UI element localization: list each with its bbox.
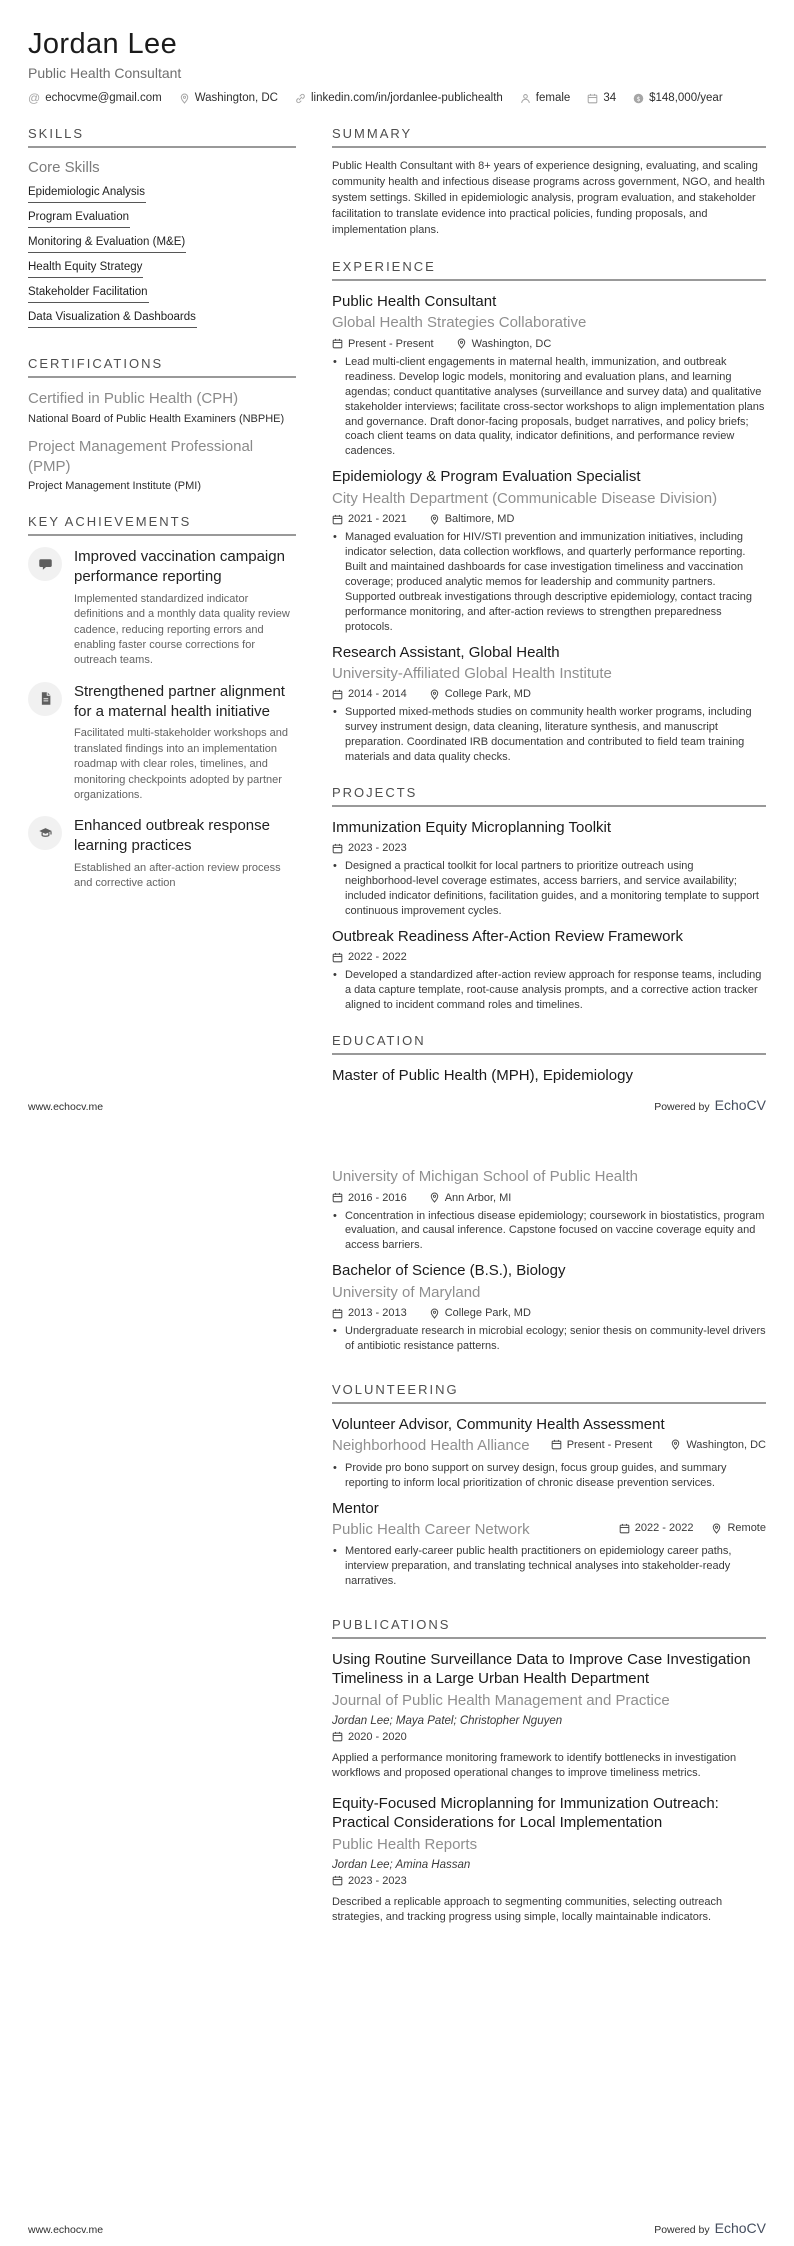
summary-section: [332, 126, 766, 239]
experience-section: [332, 259, 766, 765]
education-meta: [332, 1307, 766, 1319]
location-icon: [179, 93, 190, 104]
main-column: [332, 126, 766, 1105]
company-name: City Health Department (Communicable Disease Division): [332, 489, 718, 507]
project-bullet: • Developed a standardized after-action review approach for response teams, including a data capture template, root-cause analysis prompts, and a corrective action tracker aligned to incident command roles and timelines.: [332, 968, 766, 1013]
calendar-icon: [332, 843, 343, 854]
date-text: 2023 - 2023: [348, 842, 407, 855]
publication-title: Equity-Focused Microplanning for Immunization Outreach: Practical Considerations for Local Implementation: [332, 1794, 719, 1831]
skill-tag: Monitoring & Evaluation (M&E): [28, 236, 186, 253]
school-name: University of Michigan School of Public Health: [332, 1168, 638, 1185]
education-entry: [332, 1167, 766, 1253]
graduation-cap-icon: [28, 816, 62, 850]
publication-title: Using Routine Surveillance Data to Improve Case Investigation Timeliness in a Large Urban Health Department: [332, 1651, 751, 1688]
summary-heading: SUMMARY: [332, 126, 766, 148]
achievement-item: [28, 816, 296, 891]
experience-entry: [332, 643, 766, 766]
volunteer-bullet: • Provide pro bono support on survey design, focus group guides, and summary reporting to inform local prioritization of chronic disease prevention services.: [332, 1461, 766, 1491]
date-text: Present - Present: [566, 1438, 653, 1451]
education-entry: [332, 1261, 766, 1354]
job-bullet: • Supported mixed-methods studies on community health worker programs, including survey instrument design, data cleaning, literature synthesis, and manuscript preparation. Coordinated IRB documentation and contributed to field team training materials and data quality checks.: [332, 705, 766, 765]
location-icon: [456, 338, 467, 349]
date-text: 2023 - 2023: [348, 1874, 407, 1887]
date-text: 2020 - 2020: [348, 1730, 407, 1743]
skills-group-label: Core Skills: [28, 159, 100, 177]
achievement-text: Facilitated multi-stakeholder workshops and translated findings into an implementation roadmap with clear roles, timelines, and monitoring checkpoints adopted by partner organizations.: [74, 727, 288, 801]
publications-heading: PUBLICATIONS: [332, 1617, 766, 1639]
publication-authors: Jordan Lee; Maya Patel; Christopher Nguyen: [332, 1714, 563, 1727]
publications-section: [332, 1617, 766, 1925]
date-text: 2013 - 2013: [348, 1307, 407, 1320]
calendar-icon: [332, 689, 343, 700]
degree-title: Bachelor of Science (B.S.), Biology: [332, 1262, 566, 1280]
resume-page-2: [0, 1123, 794, 2246]
date-text: Present - Present: [348, 337, 434, 350]
gender-text: female: [535, 92, 571, 105]
projects-heading: PROJECTS: [332, 785, 766, 807]
job-location: [429, 513, 515, 525]
project-bullet: • Designed a practical toolkit for local partners to prioritize outreach using neighborhood-level coverage estimates, access barriers, and service availability; included indicator definitions, facilitation guides, and a monitoring template to support continuous improvement cycles.: [332, 859, 766, 919]
contact-email[interactable]: [28, 92, 162, 104]
sidebar: [28, 126, 296, 1105]
org-name: Public Health Career Network: [332, 1520, 530, 1538]
publication-meta: [332, 1731, 766, 1743]
volunteer-meta: [551, 1439, 766, 1451]
job-title: Epidemiology & Program Evaluation Specialist: [332, 468, 641, 486]
footer-site-link[interactable]: www.echocv.me: [28, 2224, 104, 2236]
certification-name: Project Management Professional (PMP): [28, 438, 254, 475]
columns: [0, 126, 794, 1105]
achievements-heading: KEY ACHIEVEMENTS: [28, 514, 296, 536]
publication-entry: [332, 1794, 766, 1926]
education-section: [332, 1033, 766, 1085]
powered-by: [654, 2220, 766, 2236]
publication-journal: Journal of Public Health Management and Practice: [332, 1692, 670, 1710]
job-title: Public Health Consultant: [332, 293, 497, 311]
achievement-title: Enhanced outbreak response learning practices: [74, 817, 270, 855]
dollar-icon: [633, 93, 644, 104]
date-text: 2022 - 2022: [348, 951, 407, 964]
date-range: [332, 951, 407, 963]
job-bullet: • Lead multi-client engagements in maternal health, immunization, and outbreak readiness. Develop logic models, monitoring and evaluation plans, and learning agendas; conduct quantitative analyses (surveillance and survey data) and qualitative stakeholder interviews; facilitate cross-sector workshops to align implementation plans and governance. Draft donor-facing proposals, budget narratives, and policy briefs; coach client teams on data quality, indicator definitions, and performance review cadences.: [332, 355, 766, 460]
resume-header: [0, 0, 794, 104]
experience-heading: EXPERIENCE: [332, 259, 766, 281]
achievement-text: Established an after-action review process and corrective action: [74, 861, 281, 890]
certification-item: [28, 437, 296, 494]
date-range: [332, 1307, 407, 1319]
calendar-icon: [332, 1308, 343, 1319]
calendar-icon: [332, 1875, 343, 1886]
date-range: [332, 1192, 407, 1204]
date-range: [332, 1731, 407, 1743]
publication-entry: [332, 1650, 766, 1782]
job-location: [456, 338, 552, 350]
job-meta: [332, 688, 766, 700]
job-title: Research Assistant, Global Health: [332, 643, 560, 661]
volunteer-meta: [619, 1522, 766, 1534]
date-text: 2021 - 2021: [348, 513, 407, 526]
page-footer: [28, 1097, 766, 1113]
degree-title: Master of Public Health (MPH), Epidemiology: [332, 1067, 633, 1085]
volunteer-org-row: [332, 1436, 766, 1456]
achievement-title: Improved vaccination campaign performance reporting: [74, 548, 285, 585]
project-meta: [332, 951, 766, 963]
date-text: 2016 - 2016: [348, 1191, 407, 1204]
achievement-text: Implemented standardized indicator definitions and a monthly data quality review cadence, reducing reporting errors and enabling faster course corrections for outreach teams.: [74, 592, 290, 667]
achievements-section: [28, 514, 296, 891]
date-range: [551, 1439, 653, 1451]
location-icon: [711, 1523, 722, 1534]
location-text: Washington, DC: [194, 92, 278, 105]
publication-text: Applied a performance monitoring framework to identify bottlenecks in investigation workflows and proposed operational changes to improve timeliness metrics.: [332, 1751, 737, 1780]
certification-name: Certified in Public Health (CPH): [28, 390, 239, 408]
contact-gender: [520, 92, 571, 104]
certification-issuer: National Board of Public Health Examiners (NBPHE): [28, 412, 285, 425]
linkedin-text[interactable]: linkedin.com/in/jordanlee-publichealth: [311, 92, 503, 105]
date-range: [332, 338, 434, 350]
job-meta: [332, 513, 766, 525]
skill-tag: Data Visualization & Dashboards: [28, 311, 197, 328]
certification-item: [28, 389, 296, 427]
footer-site-link[interactable]: www.echocv.me: [28, 1101, 104, 1113]
experience-entry: [332, 292, 766, 459]
page-footer: [28, 2220, 766, 2236]
education-location: [429, 1307, 531, 1319]
volunteering-section: [332, 1382, 766, 1589]
education-heading: EDUCATION: [332, 1033, 766, 1055]
location-text: Remote: [727, 1522, 766, 1535]
person-icon: [520, 93, 531, 104]
org-name: Neighborhood Health Alliance: [332, 1437, 530, 1455]
job-bullet: • Managed evaluation for HIV/STI prevention and immunization initiatives, including indicator selection, data collection workflows, and quarterly performance reporting. Built and maintained dashboards for case investigation timeliness and vaccination coverage; produced analytic memos for leadership and community partners. Supported outbreak investigations through descriptive epidemiology, contact tracing performance monitoring, and after-action reviews to strengthen preparedness protocols.: [332, 530, 766, 635]
volunteer-title: Mentor: [332, 1499, 379, 1517]
brand-logo: EchoCV: [714, 1097, 766, 1113]
publication-authors: Jordan Lee; Amina Hassan: [332, 1858, 471, 1871]
education-bullet: • Undergraduate research in microbial ecology; senior thesis on community-level drivers of antibiotic resistance patterns.: [332, 1324, 766, 1354]
age-text: 34: [603, 92, 617, 105]
achievement-body: [74, 816, 296, 891]
location-text: Washington, DC: [471, 337, 552, 350]
contact-salary: [633, 92, 723, 104]
location-text: Washington, DC: [686, 1438, 766, 1451]
calendar-icon: [619, 1523, 630, 1534]
achievement-item: [28, 682, 296, 804]
date-text: 2014 - 2014: [348, 688, 407, 701]
school-name: University of Maryland: [332, 1283, 481, 1301]
experience-entry: [332, 467, 766, 634]
company-name: University-Affiliated Global Health Institute: [332, 664, 612, 682]
skill-tag: Stakeholder Facilitation: [28, 286, 149, 303]
volunteering-entry: [332, 1499, 766, 1590]
link-icon: [295, 93, 306, 104]
date-range: [332, 688, 407, 700]
projects-section: [332, 785, 766, 1013]
date-range: [332, 842, 407, 854]
salary-text: $148,000/year: [649, 92, 723, 105]
volunteering-entry: [332, 1415, 766, 1491]
page2-main-column: [332, 1123, 766, 1925]
calendar-icon: [332, 1731, 343, 1742]
contact-location: [179, 92, 278, 104]
calendar-icon: [332, 1192, 343, 1203]
publication-text: Described a replicable approach to segmenting communities, selecting outreach strategies, and tracking progress using simple, locally maintainable indicators.: [332, 1895, 723, 1924]
certification-issuer: Project Management Institute (PMI): [28, 480, 202, 493]
contact-age: [587, 92, 616, 104]
volunteering-heading: VOLUNTEERING: [332, 1382, 766, 1404]
calendar-icon: [332, 952, 343, 963]
location-text: Baltimore, MD: [444, 513, 515, 526]
date-text: 2022 - 2022: [634, 1522, 694, 1535]
email-text[interactable]: echocvme@gmail.com: [45, 92, 162, 105]
location-icon: [429, 1308, 440, 1319]
volunteer-location: [711, 1522, 766, 1534]
powered-by: [654, 1097, 766, 1113]
volunteer-title: Volunteer Advisor, Community Health Assessment: [332, 1415, 665, 1433]
contact-row: [28, 92, 766, 104]
achievement-body: [74, 682, 296, 804]
date-range: [332, 513, 407, 525]
certifications-section: [28, 356, 296, 494]
education-location: [429, 1192, 512, 1204]
location-text: Ann Arbor, MI: [444, 1191, 512, 1204]
volunteer-org-row: [332, 1520, 766, 1540]
document-icon: [28, 682, 62, 716]
volunteer-location: [670, 1439, 766, 1451]
location-icon: [670, 1439, 681, 1450]
calendar-icon: [332, 338, 343, 349]
volunteer-bullet: • Mentored early-career public health practitioners on epidemiology career paths, interview preparation, and translating technical analyses into stakeholder-ready narratives.: [332, 1544, 766, 1589]
project-entry: [332, 818, 766, 919]
date-range: [619, 1522, 694, 1534]
project-entry: [332, 927, 766, 1013]
date-range: [332, 1875, 407, 1887]
at-icon: @: [28, 91, 41, 106]
achievement-title: Strengthened partner alignment for a maternal health initiative: [74, 682, 285, 720]
skill-tag: Epidemiologic Analysis: [28, 186, 146, 203]
achievement-item: [28, 547, 296, 669]
company-name: Global Health Strategies Collaborative: [332, 314, 587, 332]
skill-tag: Program Evaluation: [28, 211, 130, 228]
powered-by-label: Powered by: [654, 1101, 710, 1113]
location-icon: [429, 514, 440, 525]
calendar-icon: [332, 514, 343, 525]
publication-journal: Public Health Reports: [332, 1836, 478, 1854]
location-text: College Park, MD: [444, 688, 531, 701]
education-continued: [332, 1167, 766, 1354]
certifications-heading: CERTIFICATIONS: [28, 356, 296, 378]
person-title: Public Health Consultant: [28, 65, 182, 82]
calendar-icon: [551, 1439, 562, 1450]
skills-section: [28, 126, 296, 336]
brand-logo: EchoCV: [714, 2220, 766, 2236]
person-name: Jordan Lee: [28, 28, 178, 60]
skills-tags: [28, 186, 296, 336]
location-icon: [429, 1192, 440, 1203]
powered-by-label: Powered by: [654, 2224, 710, 2236]
skill-tag: Health Equity Strategy: [28, 261, 143, 278]
job-location: [429, 688, 531, 700]
education-meta: [332, 1192, 766, 1204]
project-title: Outbreak Readiness After-Action Review Framework: [332, 928, 683, 946]
contact-linkedin[interactable]: [295, 92, 503, 104]
calendar-icon: [587, 93, 598, 104]
achievement-body: [74, 547, 296, 669]
summary-text: Public Health Consultant with 8+ years of experience designing, evaluating, and scaling community health and infectious disease programs across government, NGO, and health system settings. Skilled in epidemiologic analysis, program evaluation, and stakeholder facilitation to translate evidence into practical policies, funding proposals, and implementation plans.: [332, 160, 765, 237]
skills-heading: SKILLS: [28, 126, 296, 148]
project-meta: [332, 842, 766, 854]
project-title: Immunization Equity Microplanning Toolkit: [332, 819, 612, 837]
location-text: College Park, MD: [444, 1307, 531, 1320]
education-bullet: • Concentration in infectious disease epidemiology; coursework in biostatistics, program evaluation, and causal inference. Capstone focused on vaccine coverage equity and access barriers.: [332, 1209, 766, 1254]
location-icon: [429, 689, 440, 700]
chat-icon: [28, 547, 62, 581]
job-meta: [332, 338, 766, 350]
publication-meta: [332, 1875, 766, 1887]
